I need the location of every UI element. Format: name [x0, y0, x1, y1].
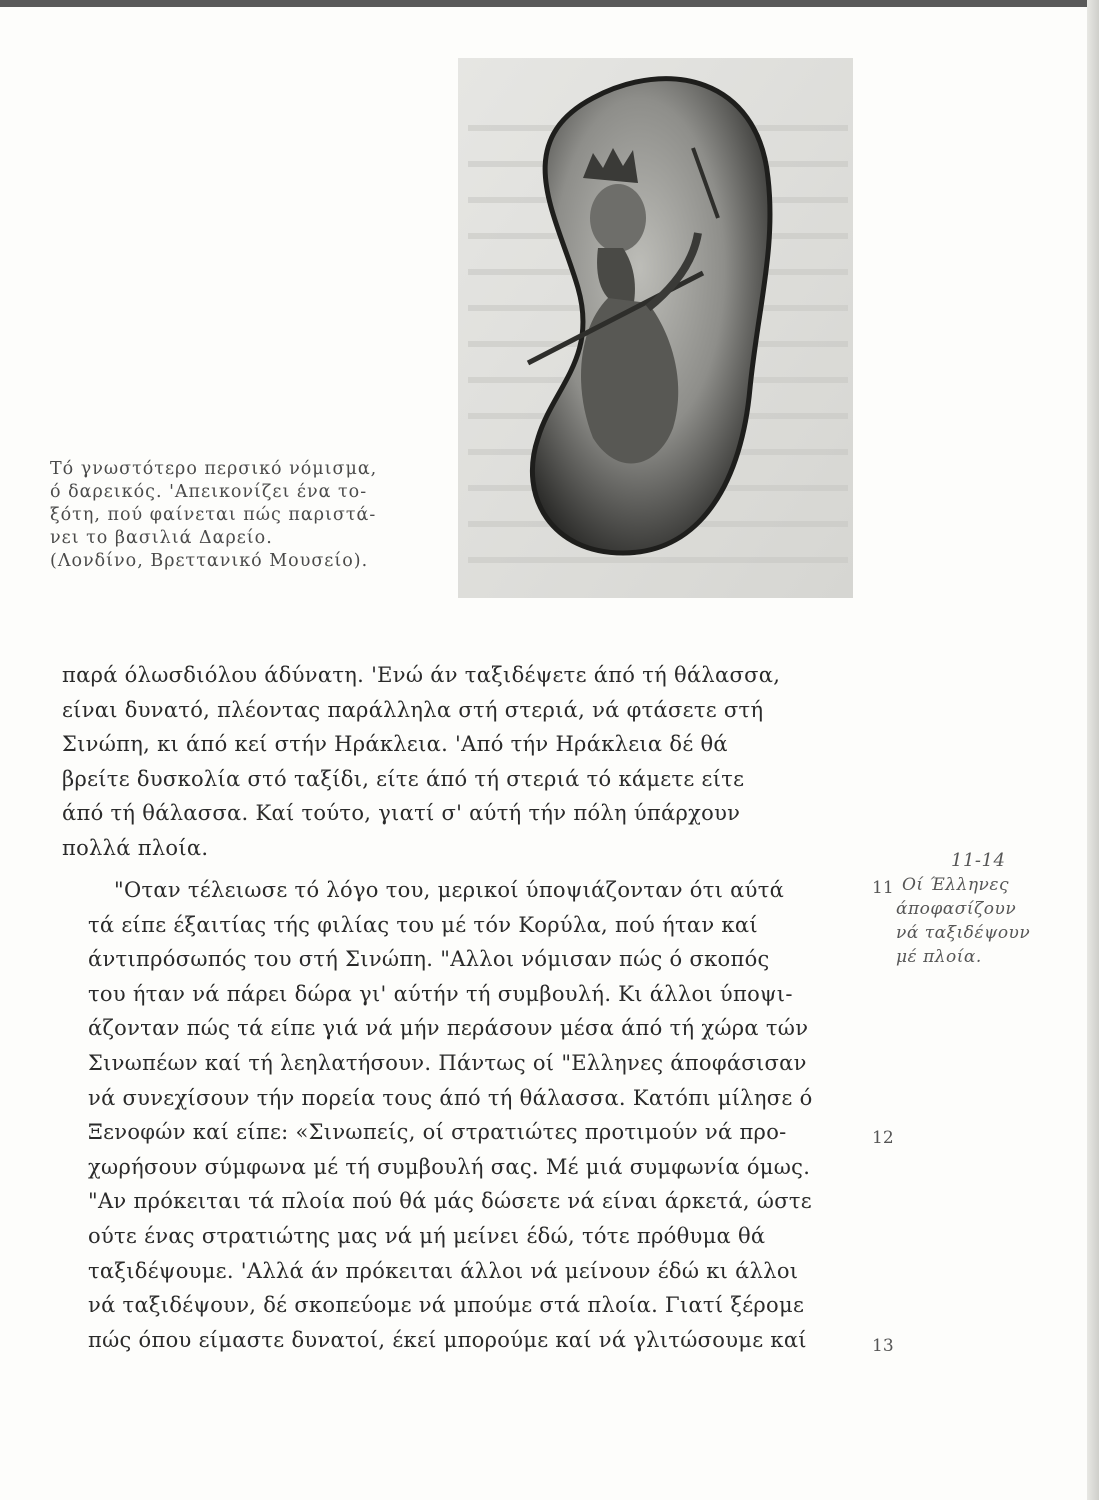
- margin-note: [896, 849, 1076, 969]
- text-line: άντιπρόσωπός του στή Σινώπη. "Αλλοι νόμισαν πώς ό σκοπός: [88, 947, 770, 972]
- margin-note-line: νά ταξιδέψουν: [896, 923, 1031, 943]
- text-line: είναι δυνατό, πλέοντας παράλληλα στή στεριά, νά φτάσετε στή: [62, 697, 764, 722]
- caption-line: (Λονδίνο, Βρεττανικό Μουσείο).: [50, 551, 369, 571]
- margin-note-line: μέ πλοία.: [896, 947, 982, 967]
- text-line: Ξενοφών καί είπε: «Σινωπείς, οί στρατιώτες προτιμούν νά προ-: [88, 1120, 787, 1145]
- caption-line: ό δαρεικός. 'Απεικονίζει ένα το-: [50, 482, 368, 502]
- caption-line: ξότη, πού φαίνεται πώς παριστά-: [50, 505, 377, 525]
- text-line: νά συνεχίσουν τήν πορεία τους άπό τή θάλασσα. Κατόπι μίλησε ό: [88, 1085, 813, 1110]
- section-number: 13: [872, 1336, 894, 1356]
- caption-line: νει το βασιλιά Δαρείο.: [50, 528, 273, 548]
- text-line: βρείτε δυσκολία στό ταξίδι, είτε άπό τή στεριά τό κάμετε είτε: [62, 766, 745, 791]
- figure-caption: [50, 458, 440, 573]
- text-line: χωρήσουν σύμφωνα μέ τή συμβουλή σας. Μέ μιά συμφωνία όμως.: [88, 1154, 811, 1179]
- text-line: ούτε ένας στρατιώτης μας νά μή μείνει έδώ, τότε πρόθυμα θά: [88, 1223, 766, 1248]
- section-number: 12: [872, 1128, 894, 1148]
- text-line: νά ταξιδέψουν, δέ σκοπεύομε νά μπούμε στά πλοία. Γιατί ξέρομε: [88, 1293, 805, 1318]
- text-line: άζονταν πώς τά είπε γιά νά μήν περάσουν μέσα άπό τή χώρα τών: [88, 1016, 809, 1041]
- coin-photo: [458, 58, 853, 598]
- margin-note-line: Οί Έλληνες: [902, 875, 1010, 895]
- text-line: παρά όλωσδιόλου άδύνατη. 'Ενώ άν ταξιδέψετε άπό τή θάλασσα,: [62, 663, 781, 687]
- text-line: πώς όπου είμαστε δυνατοί, έκεί μπορούμε καί νά γλιτώσουμε καί: [88, 1327, 807, 1352]
- caption-line: Τό γνωστότερο περσικό νόμισμα,: [50, 459, 378, 479]
- daric-coin-image: [458, 58, 853, 598]
- text-line: πολλά πλοία.: [62, 835, 209, 860]
- text-line: άπό τή θάλασσα. Καί τούτο, γιατί σ' αύτή τήν πόλη ύπάρχουν: [62, 801, 741, 826]
- body-paragraph-1: [62, 658, 854, 866]
- body-paragraph-2: [62, 873, 854, 1357]
- margin-note-line: άποφασίζουν: [896, 899, 1017, 919]
- scan-right-edge: [1087, 0, 1099, 1500]
- margin-section-range: 11-14: [951, 850, 1006, 871]
- section-number: 11: [872, 878, 894, 898]
- scan-top-edge: [0, 0, 1099, 7]
- text-line: "Αν πρόκειται τά πλοία πού θά μάς δώσετε νά είναι άρκετά, ώστε: [88, 1189, 812, 1214]
- text-line: "Οταν τέλειωσε τό λόγο του, μερικοί ύποψιάζονταν ότι αύτά: [114, 878, 785, 902]
- text-line: Σινωπέων καί τή λεηλατήσουν. Πάντως οί "Ελληνες άποφάσισαν: [88, 1050, 807, 1075]
- text-line: Σινώπη, κι άπό κεί στήν Ηράκλεια. 'Από τήν Ηράκλεια δέ θά: [62, 732, 728, 757]
- text-line: του ήταν νά πάρει δώρα γι' αύτήν τή συμβουλή. Κι άλλοι ύποψι-: [88, 981, 793, 1006]
- text-line: ταξιδέψουμε. 'Αλλά άν πρόκειται άλλοι νά μείνουν έδώ κι άλλοι: [88, 1258, 799, 1283]
- text-line: τά είπε έξαιτίας τής φιλίας του μέ τόν Κορύλα, πού ήταν καί: [88, 912, 758, 937]
